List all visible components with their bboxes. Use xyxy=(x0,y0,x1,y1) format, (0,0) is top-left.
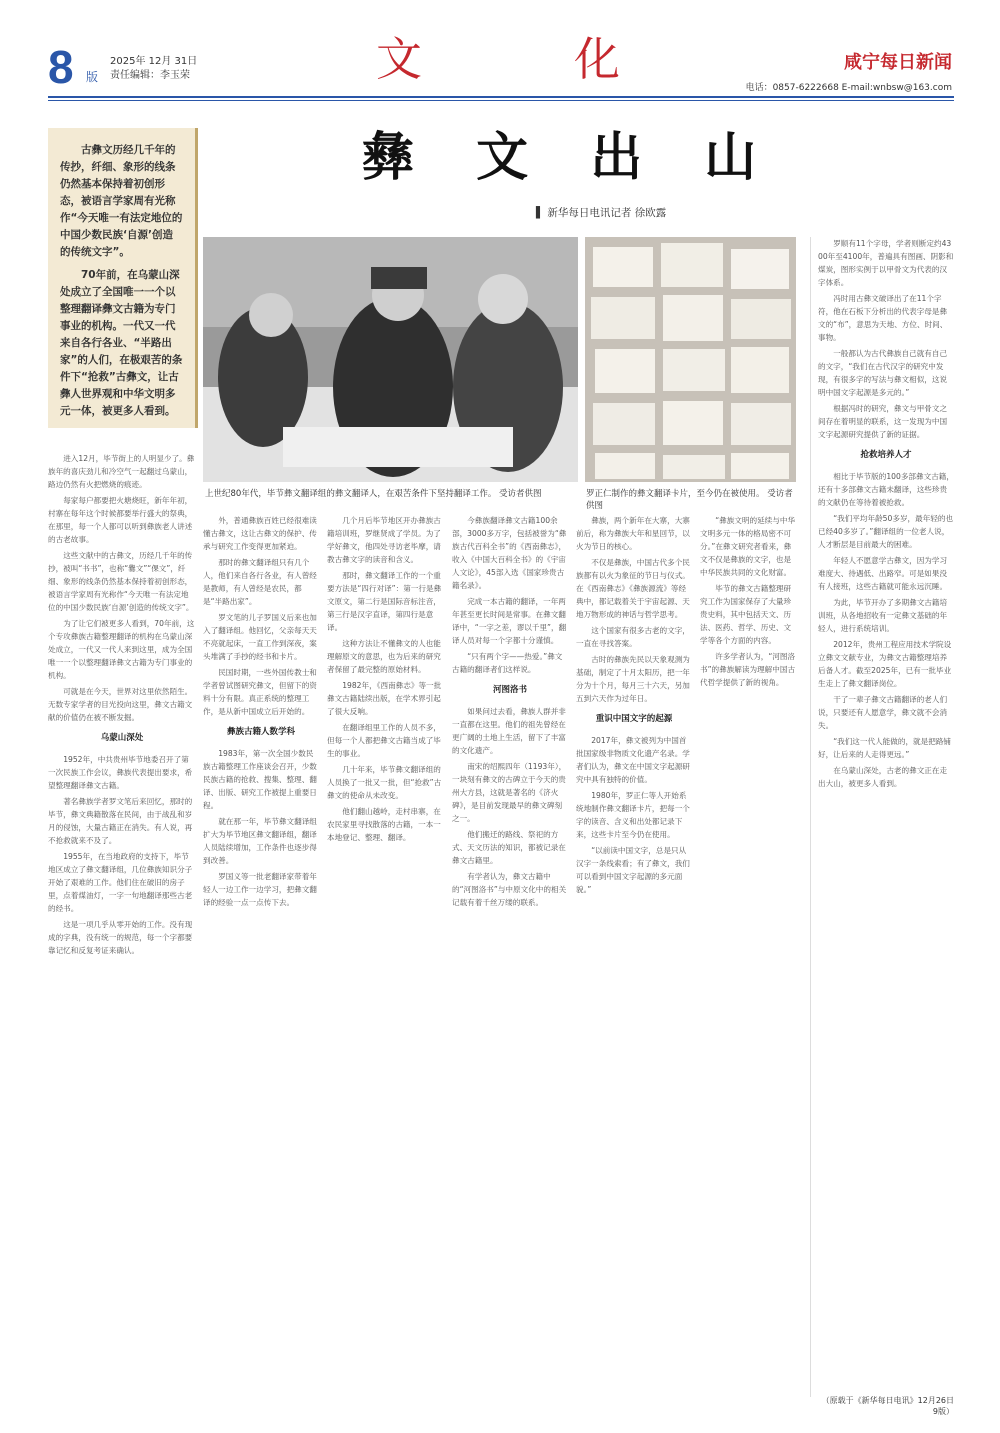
historical-photo-illustration xyxy=(203,237,578,482)
paragraph: 1955年，在当地政府的支持下，毕节地区成立了彝文翻译组，几位彝族知识分子开始了艰难的工作。他们住在破旧的房子里，点着煤油灯，一字一句地翻译那些古老的经书。 xyxy=(48,852,193,913)
paragraph: “彝族文明的延续与中华文明多元一体的格局密不可分。”在彝文研究者看来，彝文不仅是彝族的文字，也是中华民族共同的文化财富。 xyxy=(700,516,796,577)
masthead-rule-thin xyxy=(48,100,954,101)
historical-photo xyxy=(203,237,578,482)
paragraph: 南宋的绍熙四年（1193年），一块刻有彝文的古碑立于今天的贵州大方县，这就是著名的《济火碑》，是目前发现最早的彝文碑刻之一。 xyxy=(452,762,567,823)
paragraph: 进入12月，毕节街上的人明显少了。彝族年的喜庆劲儿和冷空气一起翻过乌蒙山，路边仍然有火把燃烧的痕迹。 xyxy=(48,454,195,489)
paragraph: 这种方法让不懂彝文的人也能理解原文的意思，也为后来的研究者保留了最完整的原始材料。 xyxy=(327,639,441,674)
paragraph: 今彝族翻译彝文古籍100余部，3000多万字，包括被誉为“彝族古代百科全书”的《西南彝志》，收入《中国大百科全书》的《宇宙人文论》，45部入选《国家珍贵古籍名录》。 xyxy=(452,516,567,590)
article-column-d xyxy=(576,514,692,1394)
paragraph: 1982年，《西南彝志》等一批彝文古籍陆续出版，在学术界引起了很大反响。 xyxy=(327,681,442,716)
paragraph: 干了一辈子彝文古籍翻译的老人们说，只要还有人愿意学，彝文就不会消失。 xyxy=(818,695,948,730)
paragraph: 2012年，贵州工程应用技术学院设立彝文文献专业，为彝文古籍整理培养后备人才。截至2025年，已有一批毕业生走上了彝文翻译岗位。 xyxy=(818,640,952,688)
paragraph: 年轻人不愿意学古彝文，因为学习难度大、待遇低、出路窄。可是如果没有人接班，这些古籍就可能永远沉睡。 xyxy=(818,556,948,591)
article-byline xyxy=(536,205,666,220)
paragraph: 冯时用古彝文破译出了在11个字符，他在石板下分析出的代表字母是彝文的“布”，意思为天地、方位、时间、事物。 xyxy=(818,294,948,342)
paragraph: 罗国义等一批老翻译家带着年轻人一边工作一边学习，把彝文翻译的经验一点一点传下去。 xyxy=(203,872,317,907)
article-column-b xyxy=(327,514,443,1394)
column-divider xyxy=(810,237,811,1397)
subhead: 重识中国文字的起源 xyxy=(595,714,673,724)
article-column-c xyxy=(452,514,568,1394)
paragraph: 为此，毕节开办了多期彝文古籍培训班，从各地招收有一定彝文基础的年轻人，进行系统培训。 xyxy=(818,598,948,633)
subhead: 抢救培养人才 xyxy=(860,450,912,460)
page-suffix: 版 xyxy=(86,70,99,84)
paragraph: 1952年，中共贵州毕节地委召开了第一次民族工作会议，彝族代表提出要求，希望整理翻译彝文古籍。 xyxy=(48,755,193,790)
paragraph: 不仅是彝族，中国古代多个民族都有以火为象征的节日与仪式。在《西南彝志》《彝族源流》等经典中，都记载着关于宇宙起源、天地万物形成的神话与哲学思考。 xyxy=(576,558,690,619)
article-column-a xyxy=(203,514,319,1394)
subhead: 彝族古籍人数学科 xyxy=(226,727,295,737)
paragraph: 他们搬迁的路线、祭祀的方式、天文历法的知识，都被记录在彝文古籍里。 xyxy=(452,830,566,865)
section-title-char-2: 化 xyxy=(574,32,620,86)
masthead-rule xyxy=(48,96,954,98)
paragraph: 在乌蒙山深处，古老的彝文正在走出大山，被更多人看到。 xyxy=(818,766,948,788)
paragraph: 外，普通彝族百姓已经很难读懂古彝文，这让古彝文的保护、传承与研究工作变得更加紧迫。 xyxy=(203,516,317,551)
paragraph: “我们平均年龄50多岁，最年轻的也已经40多岁了。”翻译组的一位老人说，人才断层是目前最大的困难。 xyxy=(818,514,954,549)
paragraph: 就在那一年，毕节彝文翻译组扩大为毕节地区彝文翻译组，翻译人员陆续增加，工作条件也逐步得到改善。 xyxy=(203,817,317,865)
paragraph: 2017年，彝文被列为中国首批国家级非物质文化遗产名录。学者们认为，彝文在中国文字起源研究中具有独特的价值。 xyxy=(576,736,690,784)
paragraph: 著名彝族学者罗文笔后来回忆，那时的毕节，彝文典籍散落在民间，由于战乱和岁月的侵蚀，大量古籍正在消失。有人说，再不抢救就来不及了。 xyxy=(48,797,193,845)
subhead: 乌蒙山深处 xyxy=(100,733,144,743)
photo-caption-2: 罗正仁制作的彝文翻译卡片，至今仍在被使用。 受访者供图 xyxy=(586,489,793,511)
paragraph: 相比于毕节版的100多部彝文古籍，还有十多部彝文古籍未翻译，这些珍贵的文献仍在等待着被抢救。 xyxy=(818,472,954,507)
contact-info: 电话：0857-6222668 E-mail:wnbsw@163.com xyxy=(745,83,952,93)
editor-credit: 责任编辑：李玉荣 xyxy=(110,70,190,81)
paragraph: 那时的彝文翻译组只有几个人，他们来自各行各业，有人曾经是教师，有人曾经是农民，都是“半路出家”。 xyxy=(203,558,317,606)
paragraph: 这个国家有很多古老的文字，一直在寻找答案。 xyxy=(576,626,690,648)
paragraph: 根据冯时的研究，彝文与甲骨文之间存在着明显的联系，这一发现为中国文字起源研究提供了新的证据。 xyxy=(818,404,948,439)
issue-date: 2025年 12月 31日 xyxy=(110,56,198,67)
paragraph: 彝族，两个新年在大寨，大寨前后，称为彝族大年和星回节，以火为节日的核心。 xyxy=(576,516,690,551)
paragraph: “以前读中国文字，总是只从汉字一条线索看；有了彝文，我们可以看到中国文字起源的多元面貌。” xyxy=(576,846,690,894)
paragraph: “我们这一代人能做的，就是把路铺好，让后来的人走得更远。” xyxy=(818,737,952,759)
byline-marker: ▌ xyxy=(536,207,545,219)
paragraph: 1983年，第一次全国少数民族古籍整理工作座谈会召开，少数民族古籍的抢救、搜集、整理、翻译、出版、研究工作被提上重要日程。 xyxy=(203,749,317,810)
newspaper-name: 咸宁每日新闻 xyxy=(844,52,952,73)
masthead xyxy=(0,0,1000,100)
paragraph: 一般都认为古代彝族自己就有自己的文字，“我们在古代汉字的研究中发现，有很多字的写法与彝文相似，这说明中国文字起源是多元的。” xyxy=(818,349,948,397)
page-number: 8 xyxy=(48,41,74,93)
paragraph: 在翻译组里工作的人员不多，但每一个人都把彝文古籍当成了毕生的事业。 xyxy=(327,723,441,758)
paragraph: 这些文献中的古彝文，历经几千年的传抄，被叫“书书”，也称“爨文”“倮文”，纤细、象形的线条仍然基本保持着初创形态，被语言学家周有光称作“今天唯一有法定地位的中国少数民族‘自源’创造的传统文字”。 xyxy=(48,551,194,612)
paragraph: 几个月后毕节地区开办彝族古籍培训班，罗继贤成了学员。为了学好彝文，他四处寻访老毕摩，请教古彝文字的读音和含义。 xyxy=(327,516,441,564)
paragraph: 民国时期，一些外国传教士和学者曾试图研究彝文，但留下的资料十分有限。真正系统的整理工作，是从新中国成立后开始的。 xyxy=(203,668,317,716)
paragraph: 他们翻山越岭，走村串寨，在农民家里寻找散落的古籍，一本一本地登记、整理、翻译。 xyxy=(327,807,441,842)
intro-paragraph: 古彝文历经几千年的传抄，纤细、象形的线条仍然基本保持着初创形态，被语言学家周有光称作“今天唯一有法定地位的中国少数民族‘自源’创造的传统文字”。 xyxy=(60,144,183,258)
photo-caption-1: 上世纪80年代，毕节彝文翻译组的彝文翻译人，在艰苦条件下坚持翻译工作。 受访者供图 xyxy=(205,489,542,499)
source-note: （原载于《新华每日电讯》12月26日9版） xyxy=(821,1396,954,1416)
paragraph: 罗文笔的儿子罗国义后来也加入了翻译组。他回忆，父亲每天天不亮就起床，一直工作到深夜，案头堆满了手抄的经书和卡片。 xyxy=(203,613,317,661)
paragraph: 几十年来，毕节彝文翻译组的人员换了一批又一批，但“抢救”古彝文的使命从未改变。 xyxy=(327,765,442,800)
paragraph: “只有两个字——热爱。”彝文古籍的翻译者们这样说。 xyxy=(452,652,563,674)
paragraph: 许多学者认为，“河图洛书”的彝族解读为理解中国古代哲学提供了新的视角。 xyxy=(700,652,796,687)
article-column-left xyxy=(48,452,196,1392)
paragraph: 古时的彝族先民以天象观测为基础，制定了十月太阳历，把一年分为十个月，每月三十六天，另加五到六天作为过年日。 xyxy=(576,655,690,703)
paragraph: 这是一项几乎从零开始的工作。没有现成的字典，没有统一的规范，每一个字都要靠记忆和反复考证来确认。 xyxy=(48,920,193,955)
translation-cards-illustration xyxy=(585,237,796,482)
section-title-char-1: 文 xyxy=(376,32,422,86)
paragraph: 那时，彝文翻译工作的一个重要方法是“四行对译”：第一行是彝文原文，第二行是国际音标注音，第三行是汉字直译，第四行是意译。 xyxy=(327,571,442,632)
article-headline: 彝 文 出 山 xyxy=(362,127,779,188)
article-column-e xyxy=(700,514,796,1394)
intro-paragraph: 70年前，在乌蒙山深处成立了全国唯一一个以整理翻译彝文古籍为专门事业的机构。一代又一代来自各行各业、“半路出家”的人们，在极艰苦的条件下“抢救”古彝文，让古彝人世界观和中华文明多元一体，被更多人看到。 xyxy=(60,269,183,417)
paragraph: 如果问过去看，彝族人群并非一直都在这里。他们的祖先曾经在更广阔的土地上生活，留下了丰富的文化遗产。 xyxy=(452,707,566,755)
paragraph: 毕节的彝文古籍整理研究工作为国家保存了大量珍贵史料，其中包括天文、历法、医药、哲学、历史、文学等各个方面的内容。 xyxy=(700,584,792,645)
translation-cards-photo xyxy=(585,237,796,482)
paragraph: 罗顺有11个字母，学者则断定约4300年至4100年，普遍具有图画、阴影和煤炭，图形实例于以甲骨文为代表的汉字体系。 xyxy=(818,239,954,287)
paragraph: 1980年，罗正仁等人开始系统地制作彝文翻译卡片，把每一个字的读音、含义和出处都记录下来，这些卡片至今仍在使用。 xyxy=(576,791,690,839)
article-column-f xyxy=(818,237,954,1397)
paragraph: 可就是在今天，世界对这里依然陌生。无数专家学者的目光投向这里，彝文古籍文献的价值仍在被不断发掘。 xyxy=(48,687,193,722)
intro-box xyxy=(48,128,198,428)
paragraph: 为了让它们被更多人看到，70年前，这个专攻彝族古籍整理翻译的机构在乌蒙山深处成立，一代又一代人来到这里，成为全国唯一一个以整理翻译彝文古籍为专门事业的机构。 xyxy=(48,619,195,680)
paragraph: 每家每户都要把火塘烧旺，新年年初，村寨在每年这个时候都要举行盛大的祭典，在那里，每一个人都可以听到彝族老人讲述的古老故事。 xyxy=(48,496,193,544)
paragraph: 有学者认为，彝文古籍中的“河图洛书”与中原文化中的相关记载有着千丝万缕的联系。 xyxy=(452,872,567,907)
paragraph: 完成一本古籍的翻译，一年两年甚至更长时间是常事。在彝文翻译中，“一字之差，谬以千里”，翻译人员对每一个字都十分谨慎。 xyxy=(452,597,567,645)
byline-text: 新华每日电讯记者 徐欧露 xyxy=(547,207,667,219)
subhead: 河图洛书 xyxy=(492,685,527,695)
